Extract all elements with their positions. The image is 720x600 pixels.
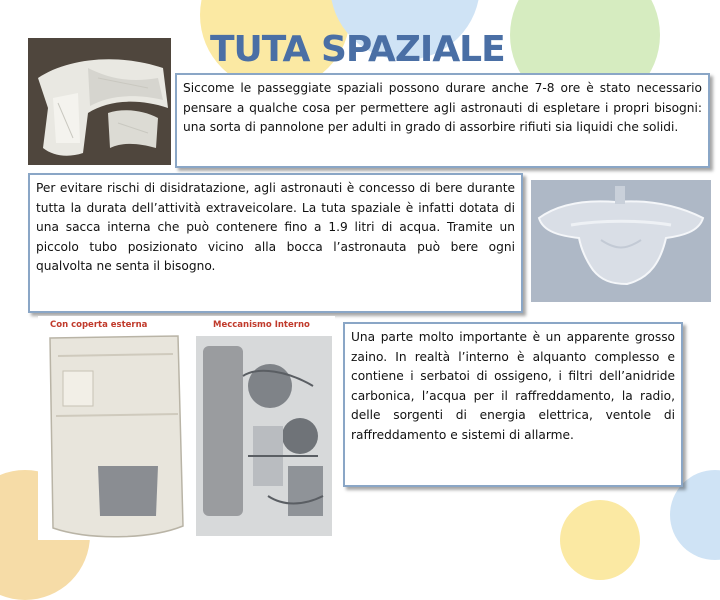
drink-bag-photo	[531, 180, 711, 302]
diaper-photo	[28, 38, 171, 165]
backpack-text: Una parte molto importante è un apparente grosso zaino. In realtà l’interno è alquanto complesso e contiene i serbatoi di ossigeno, i filtri dell’anidride carbonica, l’acqua per il raffreddamento, la radio, delle sorgenti di energia elettrica, ventole di raffreddamento e sistemi di allarme.	[343, 322, 683, 487]
decor-circle-yellow-bottom	[560, 500, 640, 580]
drink-text: Per evitare rischi di disidratazione, agli astronauti è concesso di bere durante tutta la durata dell’attività extraveicolare. La tuta spaziale è infatti dotata di una sacca interna che può contenere fino a 1.9 litri di acqua. Tramite un piccolo tubo posizionato vicino alla bocca l’astronauta può bere ogni qualvolta ne senta il bisogno.	[28, 173, 523, 313]
backpack-photo	[38, 316, 335, 540]
caption-internal: Meccanismo Interno	[213, 320, 310, 330]
slide-title: TUTA SPAZIALE	[210, 29, 505, 70]
caption-external: Con coperta esterna	[50, 320, 148, 330]
diaper-text: Siccome le passeggiate spaziali possono durare anche 7-8 ore è stato necessario pensare a qualche cosa per permettere agli astronauti di espletare i propri bisogni: una sorta di pannolone per adulti in grado di assorbire rifiuti sia liquidi che solidi.	[175, 73, 710, 168]
